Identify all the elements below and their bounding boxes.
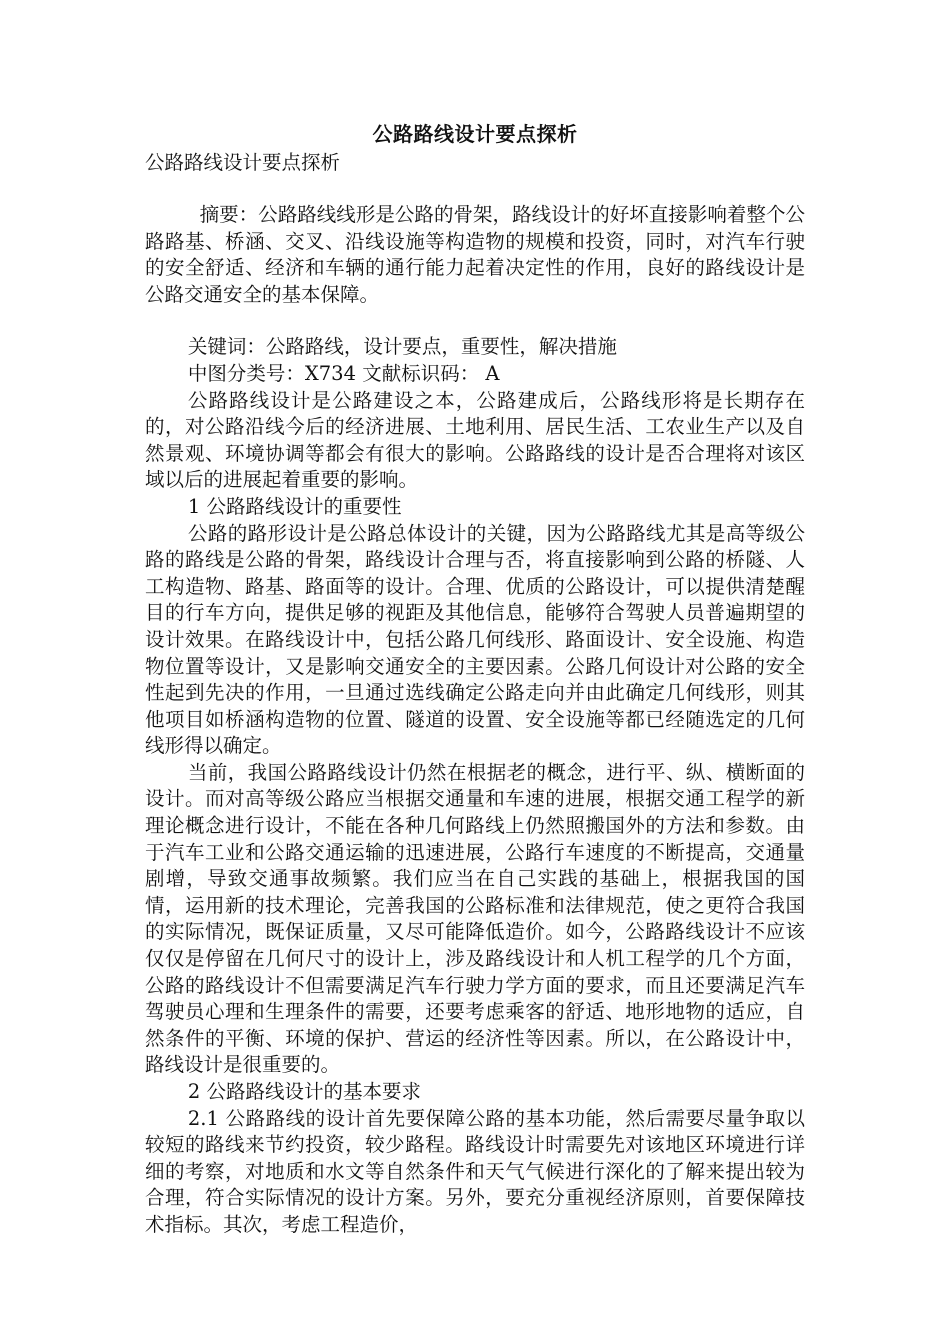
intro-paragraph: 公路路线设计是公路建设之本，公路建成后，公路线形将是长期存在的，对公路沿线今后的经济进展、土地利用、居民生活、工农业生产以及自然景观、环境协调等都会有很大的影响。公路路线的设计是否合理将对该区域以后的进展起着重要的影响。 xyxy=(145,388,805,492)
section-heading-2: 2 公路路线设计的基本要求 xyxy=(187,1080,421,1103)
abstract-paragraph: 摘要：公路路线线形是公路的骨架，路线设计的好坏直接影响着整个公路路基、桥涵、交叉、沿线设施等构造物的规模和投资，同时，对汽车行驶的安全舒适、经济和车辆的通行能力起着决定性的作用，良好的路线设计是公路交通安全的基本保障。 xyxy=(145,203,805,306)
document-title: 公路路线设计要点探析 xyxy=(372,122,578,146)
classification-line: 中图分类号：X734 文献标识码： A xyxy=(187,361,500,385)
section-1-paragraph-1: 公路的路形设计是公路总体设计的关键，因为公路路线尤其是高等级公路的路线是公路的骨架，路线设计合理与否，将直接影响到公路的桥隧、人工构造物、路基、路面等的设计。合理、优质的公路设计，可以提供清楚醒目的行车方向，提供足够的视距及其他信息，能够符合驾驶人员普遍期望的设计效果。在路线设计中，包括公路几何线形、路面设计、安全设施、构造物位置等设计，又是影响交通安全的主要因素。公路几何设计对公路的安全性起到先决的作用，一旦通过选线确定公路走向并由此确定几何线形，则其他项目如桥涵构造物的位置、隧道的设置、安全设施等都已经随选定的几何线形得以确定。 xyxy=(145,521,805,758)
section-1-paragraph-2: 当前，我国公路路线设计仍然在根据老的概念，进行平、纵、横断面的设计。而对高等级公路应当根据交通量和车速的进展，根据交通工程学的新理论概念进行设计，不能在各种几何路线上仍然照搬国外的方法和参数。由于汽车工业和公路交通运输的迅速进展，公路行车速度的不断提高，交通量剧增，导致交通事故频繁。我们应当在自己实践的基础上，根据我国的国情，运用新的技术理论，完善我国的公路标准和法律规范，使之更符合我国的实际情况，既保证质量，又尽可能降低造价。如今，公路路线设计不应该仅仅是停留在几何尺寸的设计上，涉及路线设计和人机工程学的几个方面，公路的路线设计不但需要满足汽车行驶力学方面的要求，而且还要满足汽车驾驶员心理和生理条件的需要，还要考虑乘客的舒适、地形地物的适应，自然条件的平衡、环境的保护、营运的经济性等因素。所以，在公路设计中，路线设计是很重要的。 xyxy=(145,760,805,1077)
section-2-paragraph-1: 2.1 公路路线的设计首先要保障公路的基本功能，然后需要尽量争取以较短的路线来节约投资，较少路程。路线设计时需要先对该地区环境进行详细的考察，对地质和水文等自然条件和天气气候进行深化的了解来提出较为合理，符合实际情况的设计方案。另外，要充分重视经济原则，首要保障技术指标。其次，考虑工程造价， xyxy=(145,1106,805,1236)
document-subtitle: 公路路线设计要点探析 xyxy=(145,151,341,174)
keywords-line: 关键词：公路路线，设计要点，重要性，解决措施 xyxy=(187,335,617,359)
section-heading-1: 1 公路路线设计的重要性 xyxy=(187,494,402,518)
document-body xyxy=(145,202,805,1239)
